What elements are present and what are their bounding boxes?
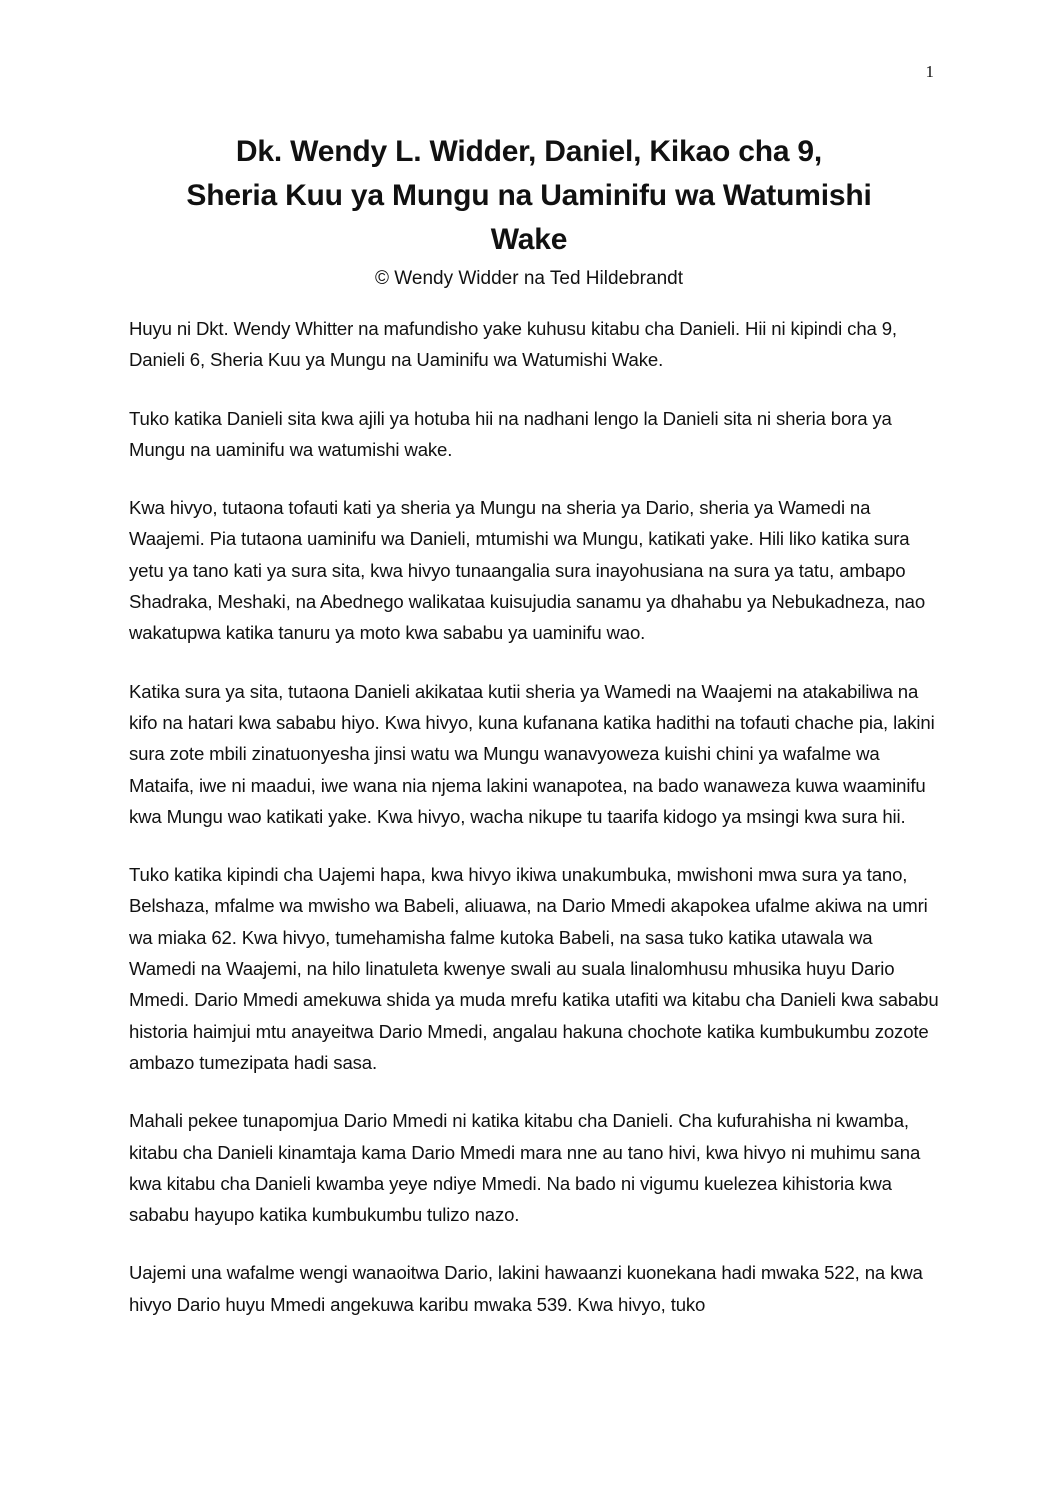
paragraph: Tuko katika kipindi cha Uajemi hapa, kwa hivyo ikiwa unakumbuka, mwishoni mwa sura ya tano, Belshaza, mfalme wa mwisho wa Babeli, aliuawa, na Dario Mmedi akapokea ufalme akiwa na umri wa miaka 62. Kwa hivyo, tumehamisha falme kutoka Babeli, na sasa tuko katika utawala wa Wamedi na Waajemi, na hilo linatuleta kwenye swali au suala linalomhusu mhusika huyu Dario Mmedi. Dario Mmedi amekuwa shida ya muda mrefu katika utafiti wa kitabu cha Danieli kwa sababu historia haimjui mtu anayeitwa Dario Mmedi, angalau hakuna chochote katika kumbukumbu zozote ambazo tumezipata hadi sasa. <box>129 864 939 1073</box>
paragraph: Katika sura ya sita, tutaona Danieli akikataa kutii sheria ya Wamedi na Waajemi na atakabiliwa na kifo na hatari kwa sababu hiyo. Kwa hivyo, kuna kufanana katika hadithi na tofauti chache pia, lakini sura zote mbili zinatuonyesha jinsi watu wa Mungu wanavyoweza kuishi chini ya wafalme wa Mataifa, iwe ni maadui, iwe wana nia njema lakini wanapotea, na bado wanaweza kuwa waaminifu kwa Mungu wao katikati yake. Kwa hivyo, wacha nikupe tu taarifa kidogo ya msingi kwa sura hii. <box>129 680 935 827</box>
document-title-line-2: Sheria Kuu ya Mungu na Uaminifu wa Watumishi <box>186 179 872 212</box>
document-title-line-1: Dk. Wendy L. Widder, Daniel, Kikao cha 9, <box>235 135 823 168</box>
copyright-notice: © Wendy Widder na Ted Hildebrandt <box>375 268 683 289</box>
paragraph: Kwa hivyo, tutaona tofauti kati ya sheria ya Mungu na sheria ya Dario, sheria ya Wamedi na Waajemi. Pia tutaona uaminifu wa Danieli, mtumishi wa Mungu, katikati yake. Hili liko katika sura yetu ya tano kati ya sura sita, kwa hivyo tunaangalia sura inayohusiana na sura ya tatu, ambapo Shadraka, Meshaki, na Abednego walikataa kuisujudia sanamu ya dhahabu ya Nebukadneza, nao wakatupwa katika tanuru ya moto kwa sababu ya uaminifu wao. <box>129 497 926 644</box>
paragraph: Mahali pekee tunapomjua Dario Mmedi ni katika kitabu cha Danieli. Cha kufurahisha ni kwamba, kitabu cha Danieli kinamtaja kama Dario Mmedi mara nne au tano hivi, kwa hivyo ni muhimu sana kwa kitabu cha Danieli kwamba yeye ndiye Mmedi. Na bado ni vigumu kuelezea kihistoria kwa sababu hayupo katika kumbukumbu tulizo nazo. <box>129 1110 921 1226</box>
document-body <box>129 313 941 1347</box>
paragraph: Huyu ni Dkt. Wendy Whitter na mafundisho yake kuhusu kitabu cha Danieli. Hii ni kipindi cha 9, Danieli 6, Sheria Kuu ya Mungu na Uaminifu wa Watumishi Wake. <box>129 318 897 371</box>
document-title-line-3: Wake <box>490 223 568 256</box>
paragraph: Tuko katika Danieli sita kwa ajili ya hotuba hii na nadhani lengo la Danieli sita ni sheria bora ya Mungu na uaminifu wa watumishi wake. <box>129 407 892 460</box>
paragraph: Uajemi una wafalme wengi wanaoitwa Dario, lakini hawaanzi kuonekana hadi mwaka 522, na kwa hivyo Dario huyu Mmedi angekuwa karibu mwaka 539. Kwa hivyo, tuko <box>129 1262 923 1315</box>
page-number: 1 <box>925 62 934 81</box>
document-header <box>110 130 948 292</box>
